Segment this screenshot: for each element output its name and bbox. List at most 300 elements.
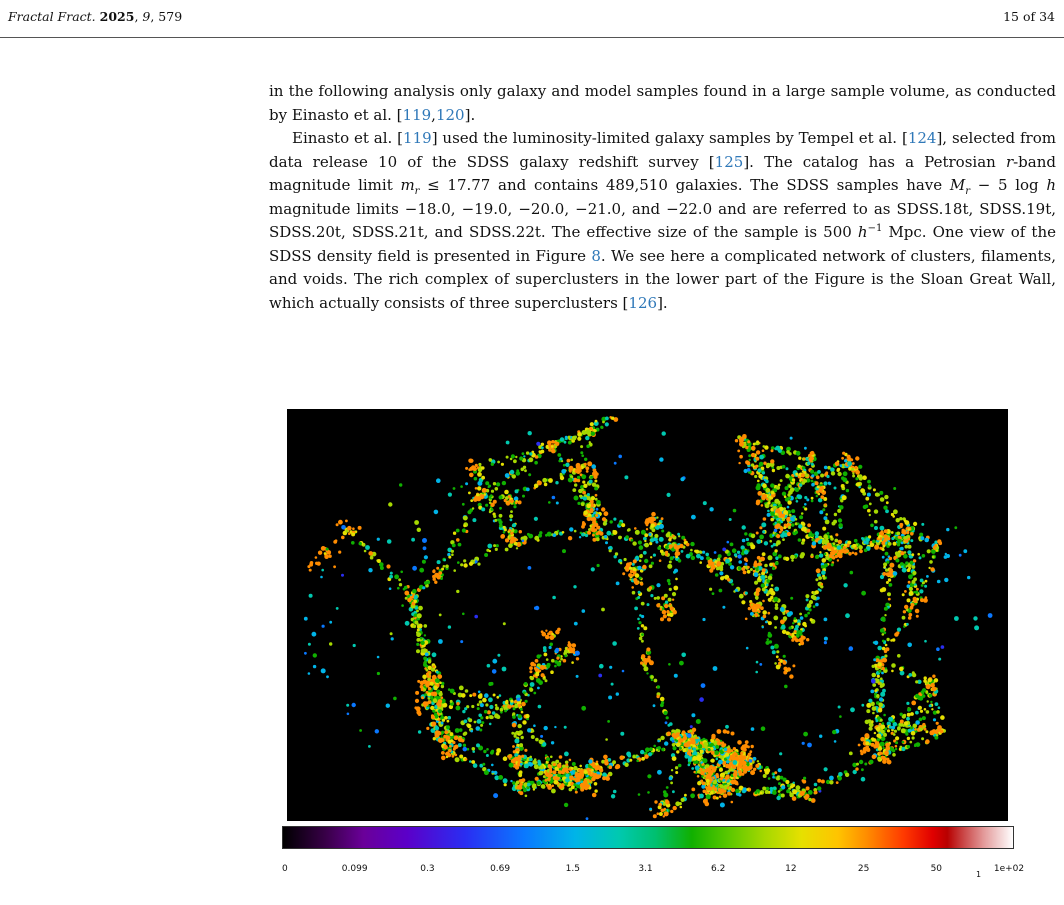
galaxy-point	[779, 752, 782, 755]
galaxy-point	[882, 689, 886, 693]
galaxy-point	[641, 640, 644, 643]
galaxy-point	[879, 547, 882, 550]
galaxy-point	[882, 556, 885, 559]
galaxy-point	[869, 503, 872, 506]
galaxy-point	[664, 811, 669, 816]
galaxy-point	[769, 588, 774, 593]
galaxy-point	[838, 518, 842, 522]
galaxy-point	[745, 740, 749, 744]
galaxy-point	[908, 581, 911, 584]
galaxy-point	[935, 547, 937, 549]
galaxy-point	[639, 637, 643, 641]
galaxy-point	[490, 751, 494, 755]
galaxy-point	[925, 739, 930, 744]
galaxy-point	[477, 703, 480, 706]
galaxy-point	[559, 770, 562, 773]
galaxy-point	[890, 639, 893, 642]
galaxy-point	[613, 790, 617, 794]
galaxy-point	[335, 539, 338, 542]
citation-link[interactable]: 125	[714, 152, 744, 171]
galaxy-point	[745, 592, 748, 595]
galaxy-point	[631, 586, 634, 589]
galaxy-point	[781, 794, 785, 798]
galaxy-point	[880, 719, 883, 722]
galaxy-point	[940, 730, 944, 734]
galaxy-point	[839, 505, 844, 510]
galaxy-point	[661, 530, 664, 533]
galaxy-point	[609, 765, 613, 769]
galaxy-point	[456, 590, 459, 593]
galaxy-point	[731, 583, 734, 586]
galaxy-point	[537, 481, 542, 486]
galaxy-point	[788, 526, 791, 529]
galaxy-point	[510, 780, 512, 782]
galaxy-point	[776, 486, 779, 489]
galaxy-point	[822, 558, 827, 563]
galaxy-point	[929, 694, 932, 697]
galaxy-point	[734, 553, 737, 556]
galaxy-point	[650, 675, 654, 679]
galaxy-point	[569, 759, 572, 762]
galaxy-point	[465, 689, 469, 693]
galaxy-point	[903, 530, 906, 533]
galaxy-point	[713, 746, 716, 749]
galaxy-point	[773, 773, 775, 775]
galaxy-point	[569, 466, 574, 471]
galaxy-point	[819, 551, 821, 553]
galaxy-point	[762, 552, 766, 556]
galaxy-point	[699, 697, 704, 702]
galaxy-point	[561, 469, 566, 474]
galaxy-point	[716, 775, 719, 778]
article-number: 579	[158, 9, 183, 24]
galaxy-point	[624, 763, 628, 767]
galaxy-point	[434, 581, 437, 584]
galaxy-point	[882, 759, 887, 764]
galaxy-point	[747, 745, 750, 748]
galaxy-point	[792, 622, 794, 624]
galaxy-point	[748, 753, 752, 757]
galaxy-point	[718, 760, 723, 765]
galaxy-point	[620, 732, 624, 736]
math-var: h	[857, 223, 868, 241]
galaxy-point	[609, 666, 612, 669]
galaxy-point	[706, 794, 711, 799]
galaxy-point	[588, 771, 592, 775]
galaxy-point	[329, 642, 332, 645]
galaxy-point	[659, 537, 664, 542]
galaxy-point	[788, 497, 791, 500]
galaxy-point	[891, 726, 895, 730]
galaxy-point	[595, 498, 598, 501]
galaxy-point	[731, 788, 735, 792]
galaxy-point	[713, 766, 716, 769]
galaxy-point	[686, 543, 690, 547]
galaxy-point	[662, 431, 666, 435]
citation-link[interactable]: 126	[628, 293, 658, 312]
galaxy-point	[718, 788, 722, 792]
math-var: m	[400, 176, 415, 194]
galaxy-point	[701, 763, 704, 766]
galaxy-point	[811, 480, 814, 483]
galaxy-point	[807, 603, 812, 608]
galaxy-point	[751, 534, 756, 539]
citation-link[interactable]: 120	[435, 105, 465, 124]
galaxy-point	[493, 793, 498, 798]
galaxy-point	[473, 467, 477, 471]
galaxy-point	[516, 786, 520, 790]
galaxy-point	[560, 437, 564, 441]
galaxy-point	[500, 534, 505, 539]
galaxy-point	[580, 445, 583, 448]
galaxy-point	[786, 790, 790, 794]
galaxy-point	[522, 495, 525, 498]
galaxy-point	[444, 730, 448, 734]
galaxy-point	[714, 750, 719, 755]
galaxy-point	[918, 706, 922, 710]
galaxy-point	[930, 701, 932, 703]
galaxy-point	[771, 446, 775, 450]
galaxy-point	[771, 584, 774, 587]
galaxy-point	[589, 480, 593, 484]
galaxy-point	[882, 618, 886, 622]
galaxy-point	[596, 761, 599, 764]
galaxy-point	[460, 485, 463, 488]
galaxy-point	[711, 759, 715, 763]
galaxy-point	[809, 458, 812, 461]
galaxy-point	[931, 708, 933, 710]
galaxy-point	[310, 561, 314, 565]
galaxy-point	[519, 743, 523, 747]
galaxy-point	[546, 658, 549, 661]
galaxy-point	[453, 569, 456, 572]
galaxy-point	[706, 779, 710, 783]
galaxy-point	[575, 791, 578, 794]
galaxy-point	[416, 610, 419, 613]
galaxy-point	[762, 494, 767, 499]
citation-link[interactable]: 119	[402, 105, 432, 124]
galaxy-point	[690, 542, 694, 546]
galaxy-point	[304, 617, 308, 621]
galaxy-point	[422, 538, 427, 543]
galaxy-point	[640, 750, 644, 754]
galaxy-point	[806, 786, 810, 790]
galaxy-point	[833, 520, 837, 524]
galaxy-point	[932, 675, 935, 678]
math-var: h	[1046, 176, 1056, 194]
galaxy-point	[579, 495, 582, 498]
galaxy-point	[666, 786, 669, 789]
galaxy-point	[744, 563, 747, 566]
galaxy-point	[568, 536, 572, 540]
galaxy-point	[386, 704, 390, 708]
galaxy-point	[452, 755, 455, 758]
galaxy-point	[495, 704, 498, 707]
galaxy-point	[860, 752, 863, 755]
galaxy-point	[435, 678, 440, 683]
galaxy-point	[804, 447, 807, 450]
galaxy-point	[882, 658, 887, 663]
galaxy-point	[738, 770, 742, 774]
galaxy-point	[603, 522, 607, 526]
galaxy-point	[422, 675, 427, 680]
galaxy-point	[675, 766, 678, 769]
galaxy-point	[890, 747, 894, 751]
galaxy-point	[333, 565, 336, 568]
galaxy-point	[767, 612, 770, 615]
galaxy-point	[482, 763, 485, 766]
galaxy-point	[874, 732, 876, 734]
galaxy-point	[644, 559, 648, 563]
galaxy-point	[775, 556, 778, 559]
galaxy-point	[722, 548, 726, 552]
galaxy-point	[763, 445, 766, 448]
galaxy-point	[804, 496, 807, 499]
galaxy-point	[660, 608, 663, 611]
galaxy-point	[904, 520, 907, 523]
galaxy-point	[684, 794, 687, 797]
galaxy-point	[416, 632, 421, 637]
galaxy-point	[508, 529, 511, 532]
galaxy-point	[782, 538, 785, 541]
galaxy-point	[629, 578, 631, 580]
galaxy-point	[897, 726, 901, 730]
galaxy-point	[815, 590, 819, 594]
galaxy-point	[849, 646, 854, 651]
galaxy-point	[843, 583, 847, 587]
galaxy-point	[858, 744, 861, 747]
galaxy-point	[492, 659, 497, 664]
galaxy-point	[563, 464, 566, 467]
galaxy-point	[646, 528, 648, 530]
galaxy-point	[568, 441, 572, 445]
galaxy-point	[909, 591, 914, 596]
galaxy-point	[889, 583, 893, 587]
galaxy-point	[581, 533, 585, 537]
galaxy-point	[471, 705, 474, 708]
galaxy-point	[776, 665, 781, 670]
galaxy-point	[437, 560, 441, 564]
galaxy-point	[454, 737, 457, 740]
figure-link[interactable]: 8	[591, 246, 601, 265]
galaxy-point	[567, 459, 571, 463]
galaxy-point	[564, 726, 567, 729]
galaxy-point	[549, 643, 553, 647]
galaxy-point	[538, 762, 542, 766]
galaxy-point	[924, 676, 927, 679]
galaxy-point	[795, 488, 800, 493]
galaxy-point	[908, 616, 912, 620]
galaxy-point	[656, 749, 659, 752]
galaxy-point	[498, 519, 501, 522]
galaxy-point	[450, 689, 455, 694]
galaxy-point	[575, 469, 579, 473]
galaxy-point	[535, 672, 539, 676]
galaxy-point	[872, 712, 875, 715]
galaxy-point	[551, 449, 556, 454]
galaxy-point	[470, 730, 473, 733]
galaxy-point	[755, 592, 759, 596]
galaxy-point	[919, 718, 923, 722]
galaxy-point	[799, 515, 803, 519]
galaxy-point	[756, 588, 761, 593]
galaxy-point	[474, 615, 478, 619]
galaxy-point	[440, 738, 444, 742]
galaxy-point	[597, 530, 601, 534]
galaxy-point	[500, 708, 504, 712]
galaxy-point	[602, 517, 606, 521]
galaxy-point	[812, 539, 815, 542]
galaxy-point	[612, 760, 616, 764]
galaxy-point	[716, 758, 719, 761]
galaxy-point	[800, 792, 804, 796]
galaxy-point	[495, 548, 498, 551]
galaxy-point	[443, 735, 447, 739]
galaxy-point	[719, 768, 723, 772]
galaxy-point	[309, 594, 313, 598]
galaxy-point	[423, 657, 427, 661]
galaxy-point	[460, 563, 463, 566]
galaxy-point	[703, 790, 707, 794]
galaxy-point	[389, 575, 393, 579]
citation-link[interactable]: 119	[403, 129, 432, 147]
galaxy-point	[883, 506, 887, 510]
galaxy-point	[900, 671, 905, 676]
galaxy-point	[456, 706, 461, 711]
galaxy-point	[545, 779, 548, 782]
galaxy-point	[739, 438, 742, 441]
galaxy-point	[601, 608, 605, 612]
galaxy-point	[418, 606, 423, 611]
galaxy-point	[579, 765, 582, 768]
galaxy-point	[480, 494, 485, 499]
galaxy-point	[604, 511, 609, 516]
galaxy-point	[916, 615, 919, 618]
galaxy-point	[656, 695, 659, 698]
galaxy-point	[610, 520, 613, 523]
galaxy-point	[861, 591, 866, 596]
galaxy-point	[405, 597, 408, 600]
galaxy-point	[837, 472, 841, 476]
galaxy-point	[823, 481, 827, 485]
galaxy-point	[512, 715, 516, 719]
galaxy-point	[733, 747, 736, 750]
galaxy-point	[674, 569, 678, 573]
galaxy-point	[753, 757, 757, 761]
galaxy-point	[731, 732, 735, 736]
galaxy-point	[723, 729, 727, 733]
galaxy-point	[730, 543, 734, 547]
galaxy-point	[924, 538, 929, 543]
galaxy-point	[544, 653, 548, 657]
galaxy-point	[815, 578, 818, 581]
galaxy-point	[715, 738, 718, 741]
galaxy-point	[811, 483, 815, 487]
galaxy-point	[584, 463, 587, 466]
galaxy-point	[765, 790, 769, 794]
galaxy-point	[847, 457, 852, 462]
citation-link[interactable]: 124	[907, 129, 937, 147]
galaxy-point	[523, 455, 525, 457]
galaxy-point	[488, 682, 492, 686]
galaxy-point	[745, 618, 748, 621]
galaxy-point	[877, 757, 881, 761]
galaxy-point	[484, 710, 488, 714]
galaxy-point	[648, 533, 651, 536]
galaxy-point	[811, 463, 814, 466]
galaxy-point	[529, 762, 533, 766]
galaxy-point	[480, 716, 483, 719]
galaxy-point	[900, 551, 904, 555]
galaxy-point	[412, 566, 417, 571]
galaxy-point	[423, 546, 427, 550]
galaxy-point	[519, 530, 522, 533]
galaxy-point	[674, 545, 677, 548]
galaxy-point	[368, 551, 373, 556]
galaxy-point	[669, 603, 672, 606]
galaxy-point	[594, 789, 597, 792]
galaxy-point	[558, 460, 561, 463]
galaxy-point	[742, 539, 746, 543]
galaxy-point	[861, 777, 866, 782]
galaxy-point	[817, 597, 820, 600]
galaxy-point	[874, 545, 879, 550]
galaxy-point	[924, 728, 927, 731]
galaxy-point	[463, 524, 466, 527]
galaxy-point	[586, 817, 589, 820]
galaxy-point	[661, 701, 664, 704]
galaxy-point	[757, 556, 761, 560]
galaxy-point	[893, 733, 896, 736]
journal-citation: Fractal Fract. 2025, 9, 579	[8, 9, 183, 24]
galaxy-point	[491, 508, 494, 511]
galaxy-point	[455, 757, 460, 762]
galaxy-point	[580, 473, 583, 476]
galaxy-point	[737, 450, 740, 453]
galaxy-point	[705, 553, 709, 557]
galaxy-point	[932, 687, 937, 692]
galaxy-point	[635, 573, 640, 578]
galaxy-point	[784, 685, 788, 689]
galaxy-point	[427, 580, 431, 584]
galaxy-point	[424, 624, 428, 628]
galaxy-point	[475, 464, 478, 467]
galaxy-point	[495, 706, 499, 710]
galaxy-point	[351, 532, 355, 536]
galaxy-point	[772, 650, 776, 654]
galaxy-point	[782, 612, 785, 615]
galaxy-point	[513, 750, 516, 753]
galaxy-point	[564, 803, 568, 807]
galaxy-point	[772, 567, 775, 570]
galaxy-point	[666, 716, 669, 719]
galaxy-point	[756, 450, 760, 454]
galaxy-point	[850, 707, 855, 712]
galaxy-point	[663, 711, 667, 715]
galaxy-point	[766, 584, 769, 587]
galaxy-point	[667, 732, 672, 737]
galaxy-point	[659, 559, 662, 562]
galaxy-point	[604, 759, 608, 763]
galaxy-point	[747, 566, 750, 569]
galaxy-point	[336, 607, 339, 610]
galaxy-point	[411, 596, 414, 599]
galaxy-point	[751, 453, 755, 457]
galaxy-point	[611, 794, 615, 798]
galaxy-point	[880, 677, 883, 680]
galaxy-point	[605, 738, 608, 741]
galaxy-point	[861, 704, 864, 707]
